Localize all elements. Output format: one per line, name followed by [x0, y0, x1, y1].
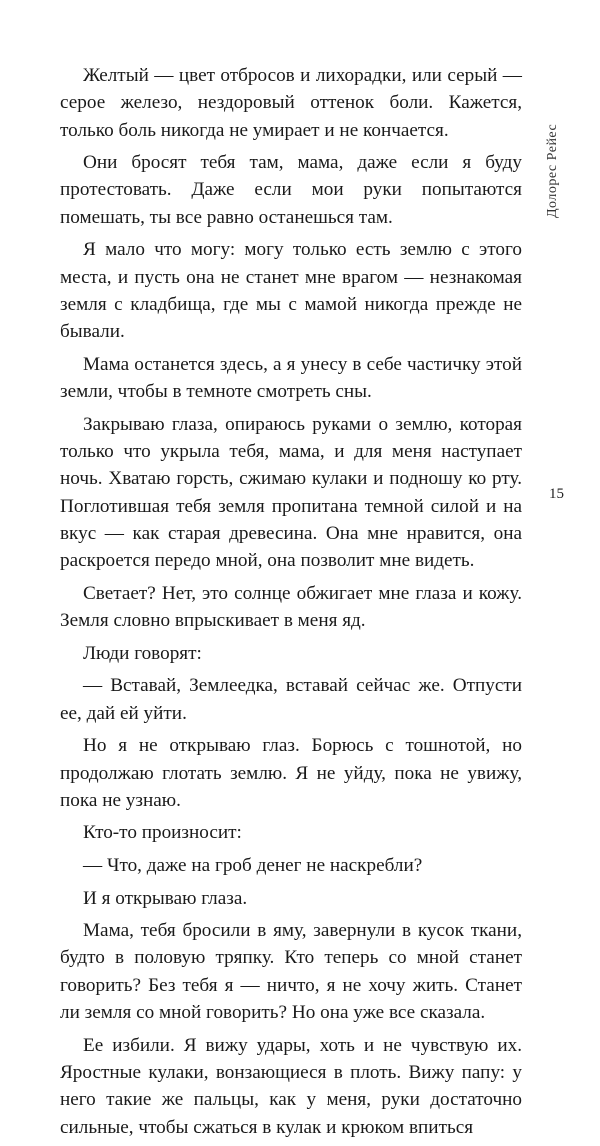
paragraph: Светает? Нет, это солнце обжигает мне глаза и кожу. Земля словно впрыскивает в меня яд.	[60, 582, 522, 632]
running-head	[545, 58, 565, 218]
paragraph: Ее избили. Я вижу удары, хоть и не чувствую их. Яростные кулаки, вонзающиеся в плоть. Вижу папу: у него такие же пальцы, как у меня, руки достаточно сильные, чтобы сжаться в кулак и крюком впиться	[60, 1034, 522, 1138]
paragraph: Но я не открываю глаз. Борюсь с тошнотой, но продолжаю глотать землю. Я не уйду, пока не увижу, пока не узнаю.	[60, 735, 522, 811]
paragraph: Мама останется здесь, а я унесу в себе частичку этой земли, чтобы в темноте смотреть сны.	[60, 353, 522, 403]
paragraph: Желтый — цвет отбросов и лихорадки, или серый — серое железо, нездоровый оттенок боли. Кажется, только боль никогда не умирает и не кончается.	[60, 65, 522, 141]
paragraph: — Вставай, Землеедка, вставай сейчас же. Отпусти ее, дай ей уйти.	[60, 675, 522, 724]
paragraph: Я мало что могу: могу только есть землю с этого места, и пусть она не станет мне врагом — незнакомая земля с кладбища, где мы с мамой никогда прежде не бывали.	[60, 239, 522, 343]
paragraph: И я открываю глаза.	[83, 887, 248, 909]
paragraph: Закрываю глаза, опираюсь руками о землю, которая только что укрыла тебя, мама, и для меня наступает ночь. Хватаю горсть, сжимаю кулаки и подношу ко рту. Поглотившая тебя земля пропитана темной силой и на вкус — как старая древесина. Она мне нравится, она раскроется передо мной, она позволит мне видеть.	[60, 413, 522, 572]
body-text	[60, 62, 522, 1146]
paragraph: Они бросят тебя там, мама, даже если я буду протестовать. Даже если мои руки попытаются помешать, ты все равно останешься там.	[60, 152, 522, 228]
paragraph: Мама, тебя бросили в яму, завернули в кусок ткани, будто в половую тряпку. Кто теперь со мной станет говорить? Без тебя я — ничто, я не хочу жить. Станет ли земля со мной говорить? Но она уже все сказала.	[60, 920, 522, 1024]
paragraph: Люди говорят:	[83, 642, 202, 664]
paragraph: Кто-то произносит:	[83, 822, 242, 844]
page-number: 15	[549, 486, 564, 502]
running-head-text: Долорес Рейес	[545, 123, 560, 218]
paragraph: — Что, даже на гроб денег не наскребли?	[83, 854, 423, 876]
